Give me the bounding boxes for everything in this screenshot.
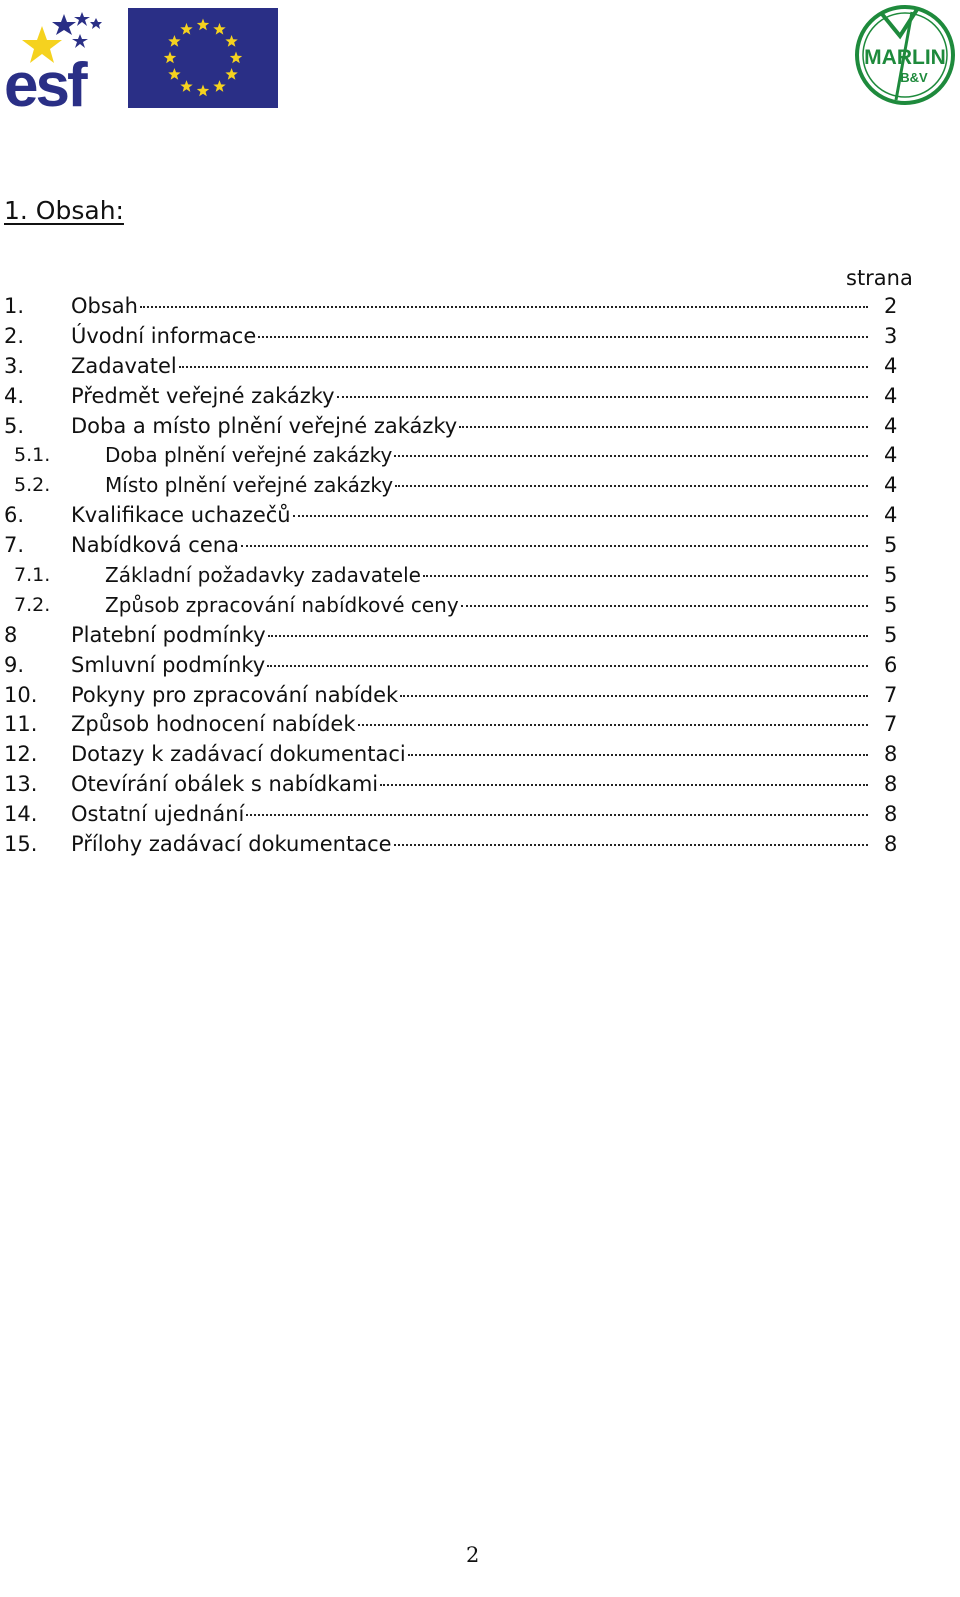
toc-dot-leader (459, 426, 868, 428)
toc-entry-title: Obsah (71, 294, 138, 318)
toc-entry-number: 8 (4, 622, 18, 647)
toc-entry-page: 2 (884, 294, 898, 318)
toc-entry-page: 4 (884, 413, 898, 438)
toc-entry-page: 8 (884, 832, 898, 857)
toc-entry (0, 501, 960, 531)
toc-entry-page: 4 (884, 383, 898, 408)
toc-entry-title: Ostatní ujednání (71, 802, 245, 827)
toc-entry-title: Předmět veřejné zakázky (71, 383, 335, 408)
toc-entry-title: Základní požadavky zadavatele (105, 563, 421, 588)
toc-entry-title: Doba plnění veřejné zakázky (105, 443, 393, 468)
toc-entry-line (71, 322, 868, 350)
toc-entry-number: 7. (4, 533, 25, 558)
toc-entry (0, 681, 960, 711)
toc-entry-line (105, 471, 868, 499)
toc-dot-leader (400, 695, 868, 697)
toc-entry (0, 382, 960, 412)
toc-entry (0, 591, 960, 621)
toc-dot-leader (461, 605, 868, 607)
toc-entry-page: 4 (884, 473, 898, 498)
toc-entry-line (71, 710, 868, 738)
toc-entry-page: 6 (884, 652, 898, 677)
page-column-label: strana (846, 266, 913, 290)
toc-entry-page: 4 (884, 503, 898, 528)
toc-entry (0, 770, 960, 800)
toc-entry-page: 7 (884, 712, 898, 737)
toc-entry-title: Způsob hodnocení nabídek (71, 712, 356, 737)
toc-entry-number: 4. (4, 383, 25, 408)
toc-entry-title: Doba a místo plnění veřejné zakázky (71, 413, 458, 438)
toc-entry (0, 322, 960, 352)
toc-dot-leader (395, 485, 868, 487)
toc-entry-line (71, 292, 868, 320)
toc-entry-number: 1. (4, 294, 25, 318)
toc-dot-leader (408, 754, 868, 756)
toc-entry-page: 5 (884, 533, 898, 558)
toc-entry-line (71, 621, 868, 649)
toc-entry-title: Nabídková cena (71, 533, 239, 558)
toc-entry (0, 531, 960, 561)
toc-entry-line (71, 681, 868, 709)
toc-entry (0, 651, 960, 681)
toc-entry (0, 441, 960, 471)
toc-entry-line (71, 830, 868, 858)
toc-dot-leader (241, 545, 868, 547)
toc-entry-page: 3 (884, 323, 898, 348)
toc-entry-number: 3. (4, 353, 25, 378)
toc-entry-number: 10. (4, 682, 38, 707)
marlin-logo-subtext: B&V (900, 70, 928, 85)
toc-entry-title: Dotazy k zadávací dokumentaci (71, 742, 406, 767)
toc-heading: 1. Obsah: (4, 196, 124, 225)
toc-dot-leader (394, 455, 868, 457)
toc-entry (0, 710, 960, 740)
table-of-contents (0, 292, 960, 860)
toc-entry-line (105, 591, 868, 619)
toc-entry-page: 5 (884, 622, 898, 647)
toc-entry-number: 15. (4, 832, 38, 857)
toc-entry-number: 13. (4, 772, 38, 797)
toc-dot-leader (358, 724, 868, 726)
toc-entry-number: 12. (4, 742, 38, 767)
toc-entry-line (71, 651, 868, 679)
toc-entry-title: Pokyny pro zpracování nabídek (71, 682, 399, 707)
toc-dot-leader (380, 784, 868, 786)
toc-dot-leader (293, 515, 868, 517)
toc-entry-line (71, 770, 868, 798)
toc-entry-title: Zadavatel (71, 353, 177, 378)
toc-entry-title: Způsob zpracování nabídkové ceny (105, 592, 459, 617)
toc-entry-page: 5 (884, 592, 898, 617)
toc-dot-leader (258, 336, 868, 338)
toc-entry-number: 11. (4, 712, 38, 737)
toc-entry-number: 2. (4, 323, 25, 348)
footer-page-number: 2 (466, 1543, 480, 1567)
toc-entry-number: 5. (4, 413, 25, 438)
toc-entry-page: 7 (884, 682, 898, 707)
toc-dot-leader (140, 306, 868, 308)
toc-entry (0, 412, 960, 442)
toc-entry-title: Místo plnění veřejné zakázky (105, 473, 394, 498)
toc-entry-line (105, 561, 868, 589)
toc-entry (0, 740, 960, 770)
toc-entry (0, 800, 960, 830)
toc-entry-line (105, 441, 868, 469)
toc-entry-title: Smluvní podmínky (71, 652, 266, 677)
toc-entry-page: 8 (884, 802, 898, 827)
toc-entry-number: 7.2. (14, 593, 51, 616)
toc-entry-page: 8 (884, 772, 898, 797)
toc-entry-page: 4 (884, 353, 898, 378)
toc-entry-line (71, 501, 868, 529)
toc-entry-number: 9. (4, 652, 25, 677)
toc-entry (0, 621, 960, 651)
toc-entry-page: 4 (884, 443, 898, 468)
toc-entry-title: Úvodní informace (71, 323, 257, 348)
toc-entry-line (71, 531, 868, 559)
toc-entry-line (71, 412, 868, 440)
toc-dot-leader (179, 366, 868, 368)
toc-entry (0, 292, 960, 322)
toc-dot-leader (246, 814, 868, 816)
toc-entry-page: 8 (884, 742, 898, 767)
toc-entry-title: Kvalifikace uchazečů (71, 503, 291, 528)
toc-entry-line (71, 740, 868, 768)
toc-entry (0, 830, 960, 860)
toc-entry-number: 6. (4, 503, 25, 528)
toc-dot-leader (268, 635, 868, 637)
toc-entry-number: 14. (4, 802, 38, 827)
toc-entry (0, 352, 960, 382)
toc-entry-line (71, 800, 868, 828)
toc-entry-page: 5 (884, 563, 898, 588)
toc-dot-leader (267, 665, 868, 667)
toc-entry-line (71, 352, 868, 380)
toc-entry-number: 5.2. (14, 474, 51, 497)
marlin-logo-text: MARLIN (864, 46, 946, 69)
toc-entry-number: 7.1. (14, 564, 51, 587)
marlin-logo (852, 2, 958, 108)
esf-logo-text: esf (4, 51, 85, 110)
toc-entry (0, 471, 960, 501)
toc-entry-number: 5.1. (14, 444, 51, 467)
toc-entry-line (71, 382, 868, 410)
toc-entry-title: Přílohy zadávací dokumentace (71, 832, 392, 857)
toc-entry-title: Otevírání obálek s nabídkami (71, 772, 379, 797)
toc-entry (0, 561, 960, 591)
toc-dot-leader (423, 575, 868, 577)
toc-entry-title: Platební podmínky (71, 622, 266, 647)
toc-dot-leader (337, 396, 868, 398)
toc-dot-leader (394, 844, 868, 846)
esf-eu-logo (2, 8, 282, 110)
